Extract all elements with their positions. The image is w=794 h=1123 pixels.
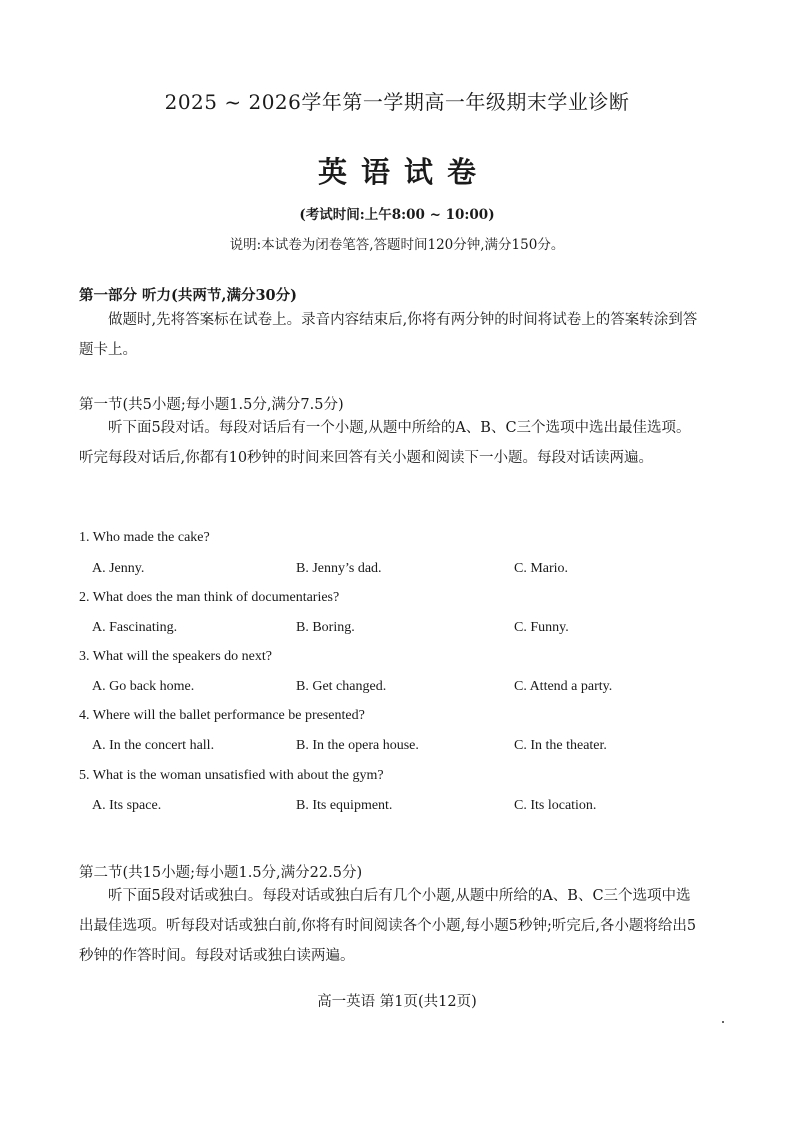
- option-b: B. Its equipment.: [296, 798, 393, 813]
- exam-title: 2025 ~ 2026学年第一学期高一年级期末学业诊断: [164, 90, 630, 114]
- option-b: B. Boring.: [296, 620, 355, 635]
- option-a: A. Go back home.: [92, 679, 195, 694]
- part1-instructions: 做题时,先将答案标在试卷上。录音内容结束后,你将有两分钟的时间将试卷上的答案转涂到答题卡上。: [79, 312, 698, 358]
- exam-time: (考试时间:上午8:00 ~ 10:00): [299, 207, 495, 223]
- question-stem: 2. What does the man think of documentaries?: [79, 590, 340, 605]
- option-c: C. Funny.: [514, 620, 569, 635]
- page-footer: 高一英语 第1页(共12页): [317, 994, 477, 1010]
- option-c: C. Mario.: [514, 561, 569, 576]
- option-a: A. Its space.: [92, 798, 162, 813]
- option-c: C. Its location.: [514, 798, 597, 813]
- option-a: A. In the concert hall.: [92, 738, 215, 753]
- scan-speck: [722, 1021, 724, 1023]
- option-a: A. Fascinating.: [92, 620, 178, 635]
- exam-description: 说明:本试卷为闭卷笔答,答题时间120分钟,满分150分。: [229, 237, 565, 253]
- section1-heading: 第一节(共5小题;每小题1.5分,满分7.5分): [79, 397, 344, 413]
- question-stem: 5. What is the woman unsatisfied with about the gym?: [79, 768, 384, 783]
- section2-instructions: 听下面5段对话或独白。每段对话或独白后有几个小题,从题中所给的A、B、C三个选项中选出最佳选项。听每段对话或独白前,你将有时间阅读各个小题,每小题5秒钟;听完后,各小题将给出5秒钟的作答时间。每段对话或独白读两遍。: [79, 888, 697, 964]
- subject-title: 英语试卷: [317, 155, 490, 189]
- option-c: C. In the theater.: [514, 738, 607, 753]
- option-b: B. Get changed.: [296, 679, 387, 694]
- option-a: A. Jenny.: [92, 561, 145, 576]
- option-b: B. In the opera house.: [296, 738, 419, 753]
- question-stem: 4. Where will the ballet performance be presented?: [79, 708, 365, 723]
- section2-heading: 第二节(共15小题;每小题1.5分,满分22.5分): [79, 865, 363, 881]
- option-b: B. Jenny’s dad.: [296, 561, 382, 576]
- part1-heading: 第一部分 听力(共两节,满分30分): [79, 287, 297, 304]
- section1-instructions: 听下面5段对话。每段对话后有一个小题,从题中所给的A、B、C三个选项中选出最佳选项。听完每段对话后,你都有10秒钟的时间来回答有关小题和阅读下一小题。每段对话读两遍。: [79, 420, 691, 466]
- question-stem: 3. What will the speakers do next?: [79, 649, 272, 664]
- option-c: C. Attend a party.: [514, 679, 613, 694]
- question-stem: 1. Who made the cake?: [79, 530, 210, 545]
